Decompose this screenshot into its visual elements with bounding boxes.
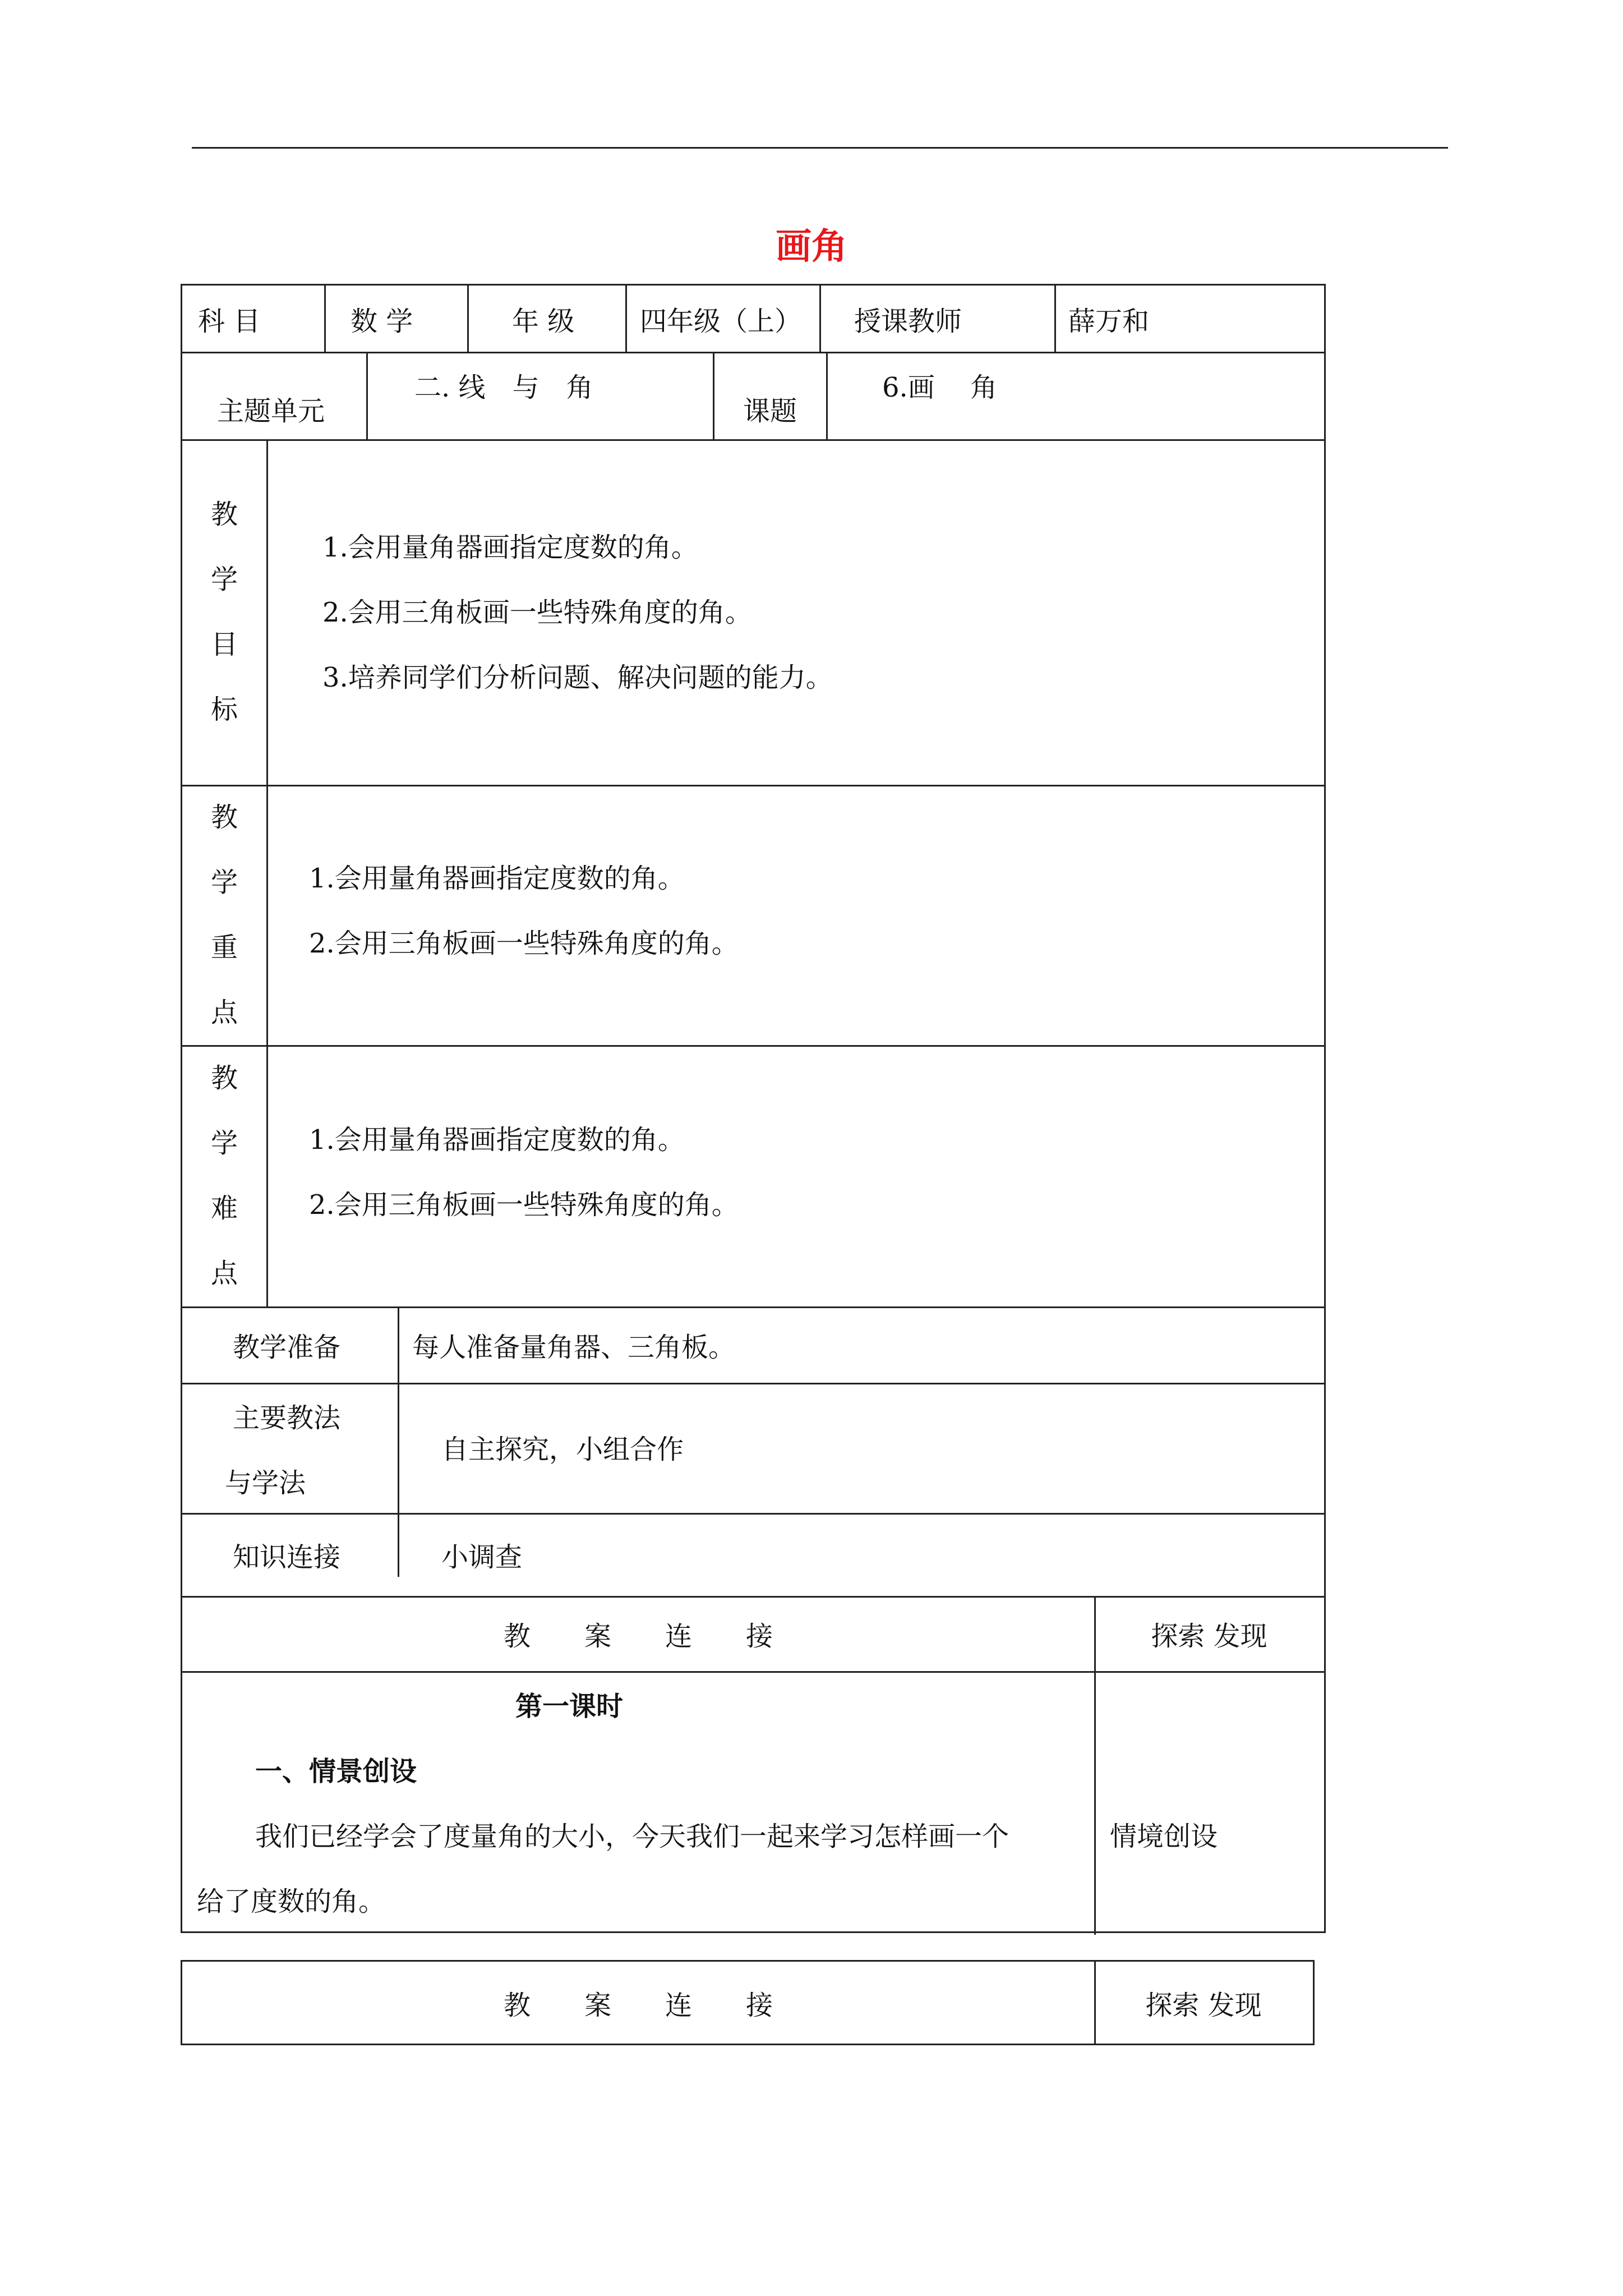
unit-label: 主题单元 xyxy=(217,395,325,427)
header-rule xyxy=(192,147,1448,149)
key-point-item: 1.会用量角器画指定度数的角。 xyxy=(309,863,685,894)
difficulty-item: 2.会用三角板画一些特殊角度的角。 xyxy=(309,1189,739,1221)
methods-value: 自主探究，小组合作 xyxy=(441,1434,684,1465)
objective-item: 1.会用量角器画指定度数的角。 xyxy=(322,532,698,563)
objective-item: 2.会用三角板画一些特殊角度的角。 xyxy=(322,597,752,628)
lesson-paragraph-line2: 给了度数的角。 xyxy=(197,1886,386,1917)
subject-value: 数 学 xyxy=(351,305,413,337)
methods-label-line2: 与学法 xyxy=(225,1467,306,1499)
key-points-label: 教 学 重 点 xyxy=(210,802,238,1028)
lesson-plan-table xyxy=(181,284,1326,1933)
objectives-label: 教 学 目 标 xyxy=(210,499,238,725)
grade-label: 年 级 xyxy=(512,305,575,337)
preparation-label: 教学准备 xyxy=(233,1331,341,1363)
grade-value: 四年级（上） xyxy=(640,305,802,337)
plan-header-2-left: 教 案 连 接 xyxy=(503,1989,773,2021)
methods-label-line1: 主要教法 xyxy=(233,1402,341,1434)
plan-header-left: 教 案 连 接 xyxy=(503,1620,773,1652)
difficulty-item: 1.会用量角器画指定度数的角。 xyxy=(309,1124,685,1156)
subject-label: 科 目 xyxy=(198,305,261,337)
unit-value: 二. 线 与 角 xyxy=(414,371,593,403)
plan-header-2-right: 探索 发现 xyxy=(1145,1989,1262,2021)
teacher-label: 授课教师 xyxy=(854,305,962,337)
preparation-value: 每人准备量角器、三角板。 xyxy=(412,1331,736,1363)
lesson-period: 第一课时 xyxy=(515,1691,624,1722)
lesson-label: 课题 xyxy=(743,395,797,427)
page-title: 画角 xyxy=(776,226,847,268)
lesson-side-note: 情境创设 xyxy=(1110,1821,1218,1852)
key-point-item: 2.会用三角板画一些特殊角度的角。 xyxy=(309,928,739,959)
objective-item: 3.培养同学们分析问题、解决问题的能力。 xyxy=(322,662,833,693)
knowledge-label: 知识连接 xyxy=(233,1541,341,1573)
lesson-plan-table-continued xyxy=(181,1960,1315,2045)
plan-header-right: 探索 发现 xyxy=(1151,1620,1267,1652)
difficulties-label: 教 学 难 点 xyxy=(210,1062,238,1289)
lesson-value: 6.画 角 xyxy=(882,371,998,403)
teacher-value: 薛万和 xyxy=(1068,305,1150,337)
lesson-section-heading: 一、情景创设 xyxy=(255,1756,417,1787)
lesson-paragraph-line1: 我们已经学会了度量角的大小，今天我们一起来学习怎样画一个 xyxy=(255,1821,1009,1852)
knowledge-value: 小调查 xyxy=(441,1541,523,1573)
